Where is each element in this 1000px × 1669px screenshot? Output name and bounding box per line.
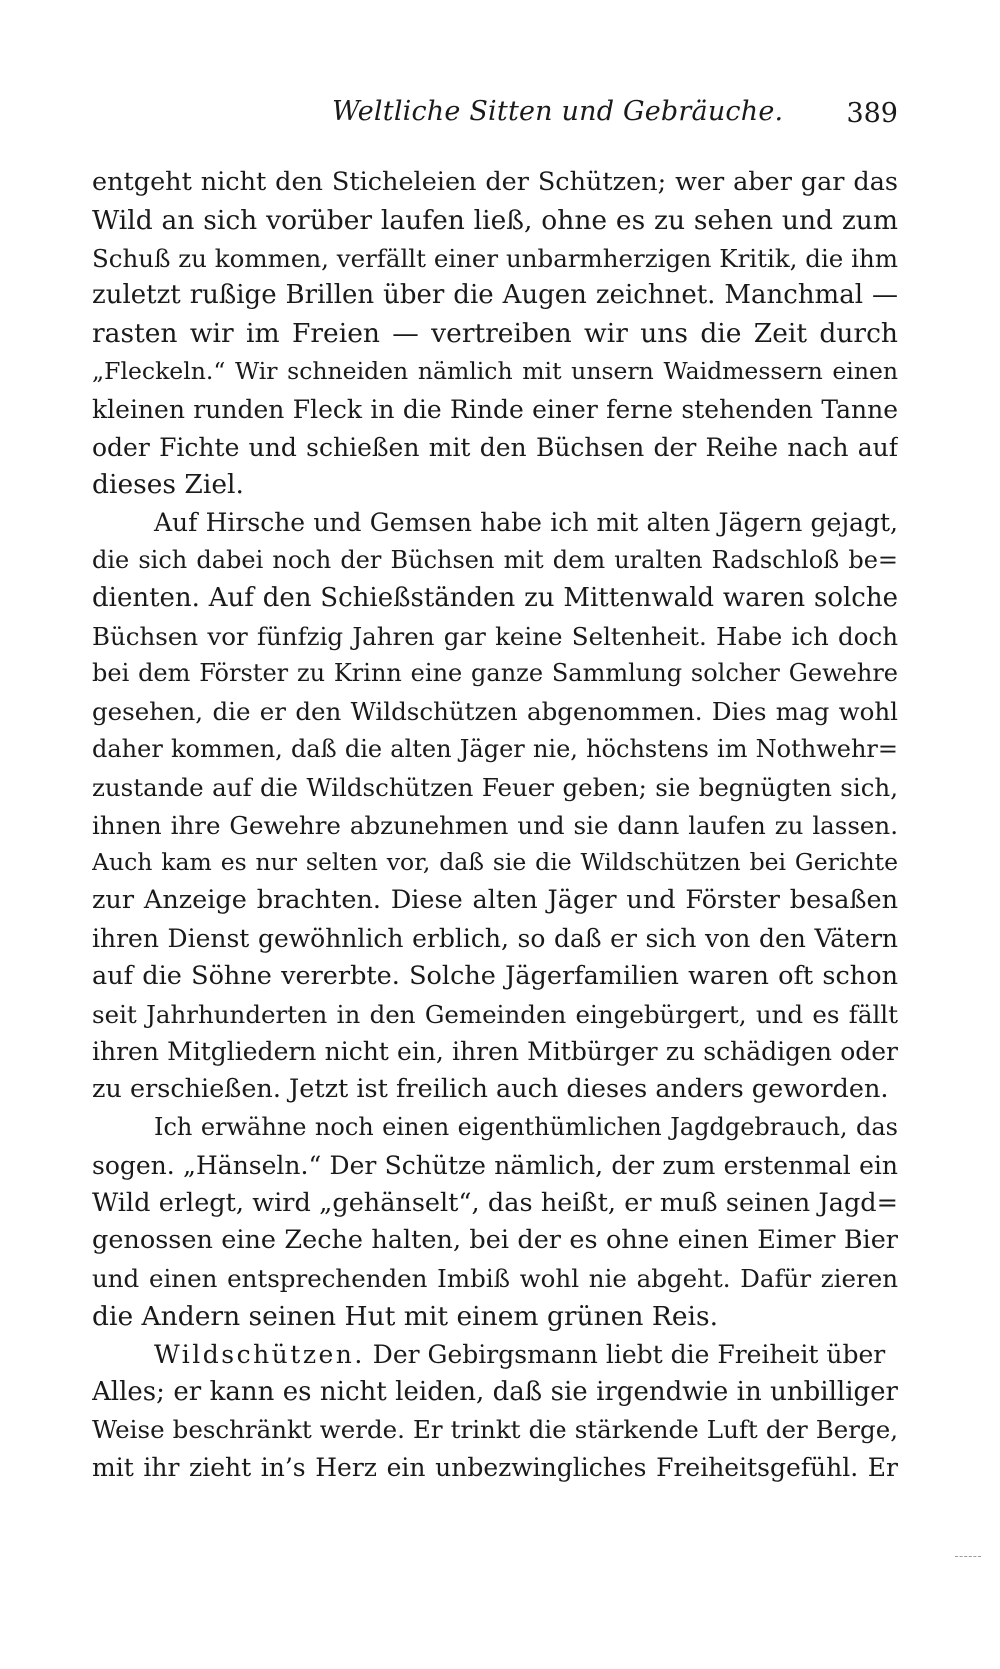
text-line: zustande auf die Wildschützen Feuer geben; sie begnügten sich, xyxy=(92,772,898,802)
text-line: Büchsen vor fünfzig Jahren gar keine Seltenheit. Habe ich doch xyxy=(92,621,898,651)
text-line: dieses Ziel. xyxy=(92,469,244,501)
text-line: zuletzt rußige Brillen über die Augen zeichnet. Manchmal — xyxy=(92,280,898,311)
paragraph-4 xyxy=(92,1336,898,1487)
text-line: bei dem Förster zu Krinn eine ganze Sammlung solcher Gewehre xyxy=(92,659,898,688)
text-line: gesehen, die er den Wildschützen abgenommen. Dies mag wohl xyxy=(92,697,898,727)
margin-mark xyxy=(955,1556,981,1558)
text-line: ihren Dienst gewöhnlich erblich, so daß er sich von den Vätern xyxy=(92,923,898,953)
text-line: sogen. „Hänseln.“ Der Schütze nämlich, der zum erstenmal ein xyxy=(92,1150,898,1180)
text-line: zur Anzeige brachten. Diese alten Jäger und Förster besaßen xyxy=(92,885,898,916)
text-line: oder Fichte und schießen mit den Büchsen der Reihe nach auf xyxy=(92,432,898,462)
body-text xyxy=(92,164,898,1487)
text-line: Ich erwähne noch einen eigenthümlichen Jagdgebrauch, das xyxy=(154,1112,898,1141)
text-line: die sich dabei noch der Büchsen mit dem uralten Radschloß be= xyxy=(92,545,898,574)
paragraph-2 xyxy=(92,504,898,1109)
running-title: Weltliche Sitten und Gebräuche. xyxy=(332,96,784,127)
page-number: 389 xyxy=(846,98,898,129)
text-line: ihnen ihre Gewehre abzunehmen und sie dann laufen zu lassen. xyxy=(92,810,898,840)
text-line: daher kommen, daß die alten Jäger nie, höchstens im Nothwehr= xyxy=(92,734,898,763)
text-line: zu erschießen. Jetzt ist freilich auch dieses anders geworden. xyxy=(92,1074,889,1105)
text-line: Auf Hirsche und Gemsen habe ich mit alten Jägern gejagt, xyxy=(154,508,898,538)
text-line: „Fleckeln.“ Wir schneiden nämlich mit unsern Waidmessern einen xyxy=(92,356,898,385)
text-line: dienten. Auf den Schießständen zu Mittenwald waren solche xyxy=(92,582,898,613)
text-line: auf die Söhne vererbte. Solche Jägerfamilien waren oft schon xyxy=(92,960,898,991)
text-line: Wild an sich vorüber laufen ließ, ohne es zu sehen und zum xyxy=(92,204,898,236)
text-line: und einen entsprechenden Imbiß wohl nie abgeht. Dafür zieren xyxy=(92,1264,898,1294)
text-line: rasten wir im Freien — vertreiben wir uns die Zeit durch xyxy=(92,318,898,350)
text-line: Alles; er kann es nicht leiden, daß sie irgendwie in unbilliger xyxy=(92,1376,898,1407)
text-line: Schuß zu kommen, verfällt einer unbarmherzigen Kritik, die ihm xyxy=(92,243,898,273)
text-line: entgeht nicht den Sticheleien der Schützen; wer aber gar das xyxy=(92,167,898,197)
text-line: kleinen runden Fleck in die Rinde einer ferne stehenden Tanne xyxy=(92,394,898,424)
text-line: mit ihr zieht in’s Herz ein unbezwingliches Freiheitsgefühl. Er xyxy=(92,1453,898,1483)
text-line: genossen eine Zeche halten, bei der es ohne einen Eimer Bier xyxy=(92,1225,898,1256)
page-header xyxy=(92,92,898,142)
text-line: Wild erlegt, wird „gehänselt“, das heißt, er muß seinen Jagd= xyxy=(92,1187,898,1218)
text-line: ihren Mitgliedern nicht ein, ihren Mitbürger zu schädigen oder xyxy=(92,1037,898,1067)
text-run: Der Gebirgsmann liebt die Freiheit über xyxy=(364,1339,886,1369)
text-line: seit Jahrhunderten in den Gemeinden eingebürgert, und es fällt xyxy=(92,999,898,1029)
paragraph-1 xyxy=(92,164,898,504)
text-line xyxy=(92,1336,898,1374)
text-line: Auch kam es nur selten vor, daß sie die Wildschützen bei Gerichte xyxy=(92,848,898,877)
text-line: die Andern seinen Hut mit einem grünen Reis. xyxy=(92,1300,719,1332)
text-line: Weise beschränkt werde. Er trinkt die stärkende Luft der Berge, xyxy=(92,1415,898,1445)
paragraph-3 xyxy=(92,1109,898,1336)
section-lead: Wildschützen. xyxy=(154,1339,365,1369)
